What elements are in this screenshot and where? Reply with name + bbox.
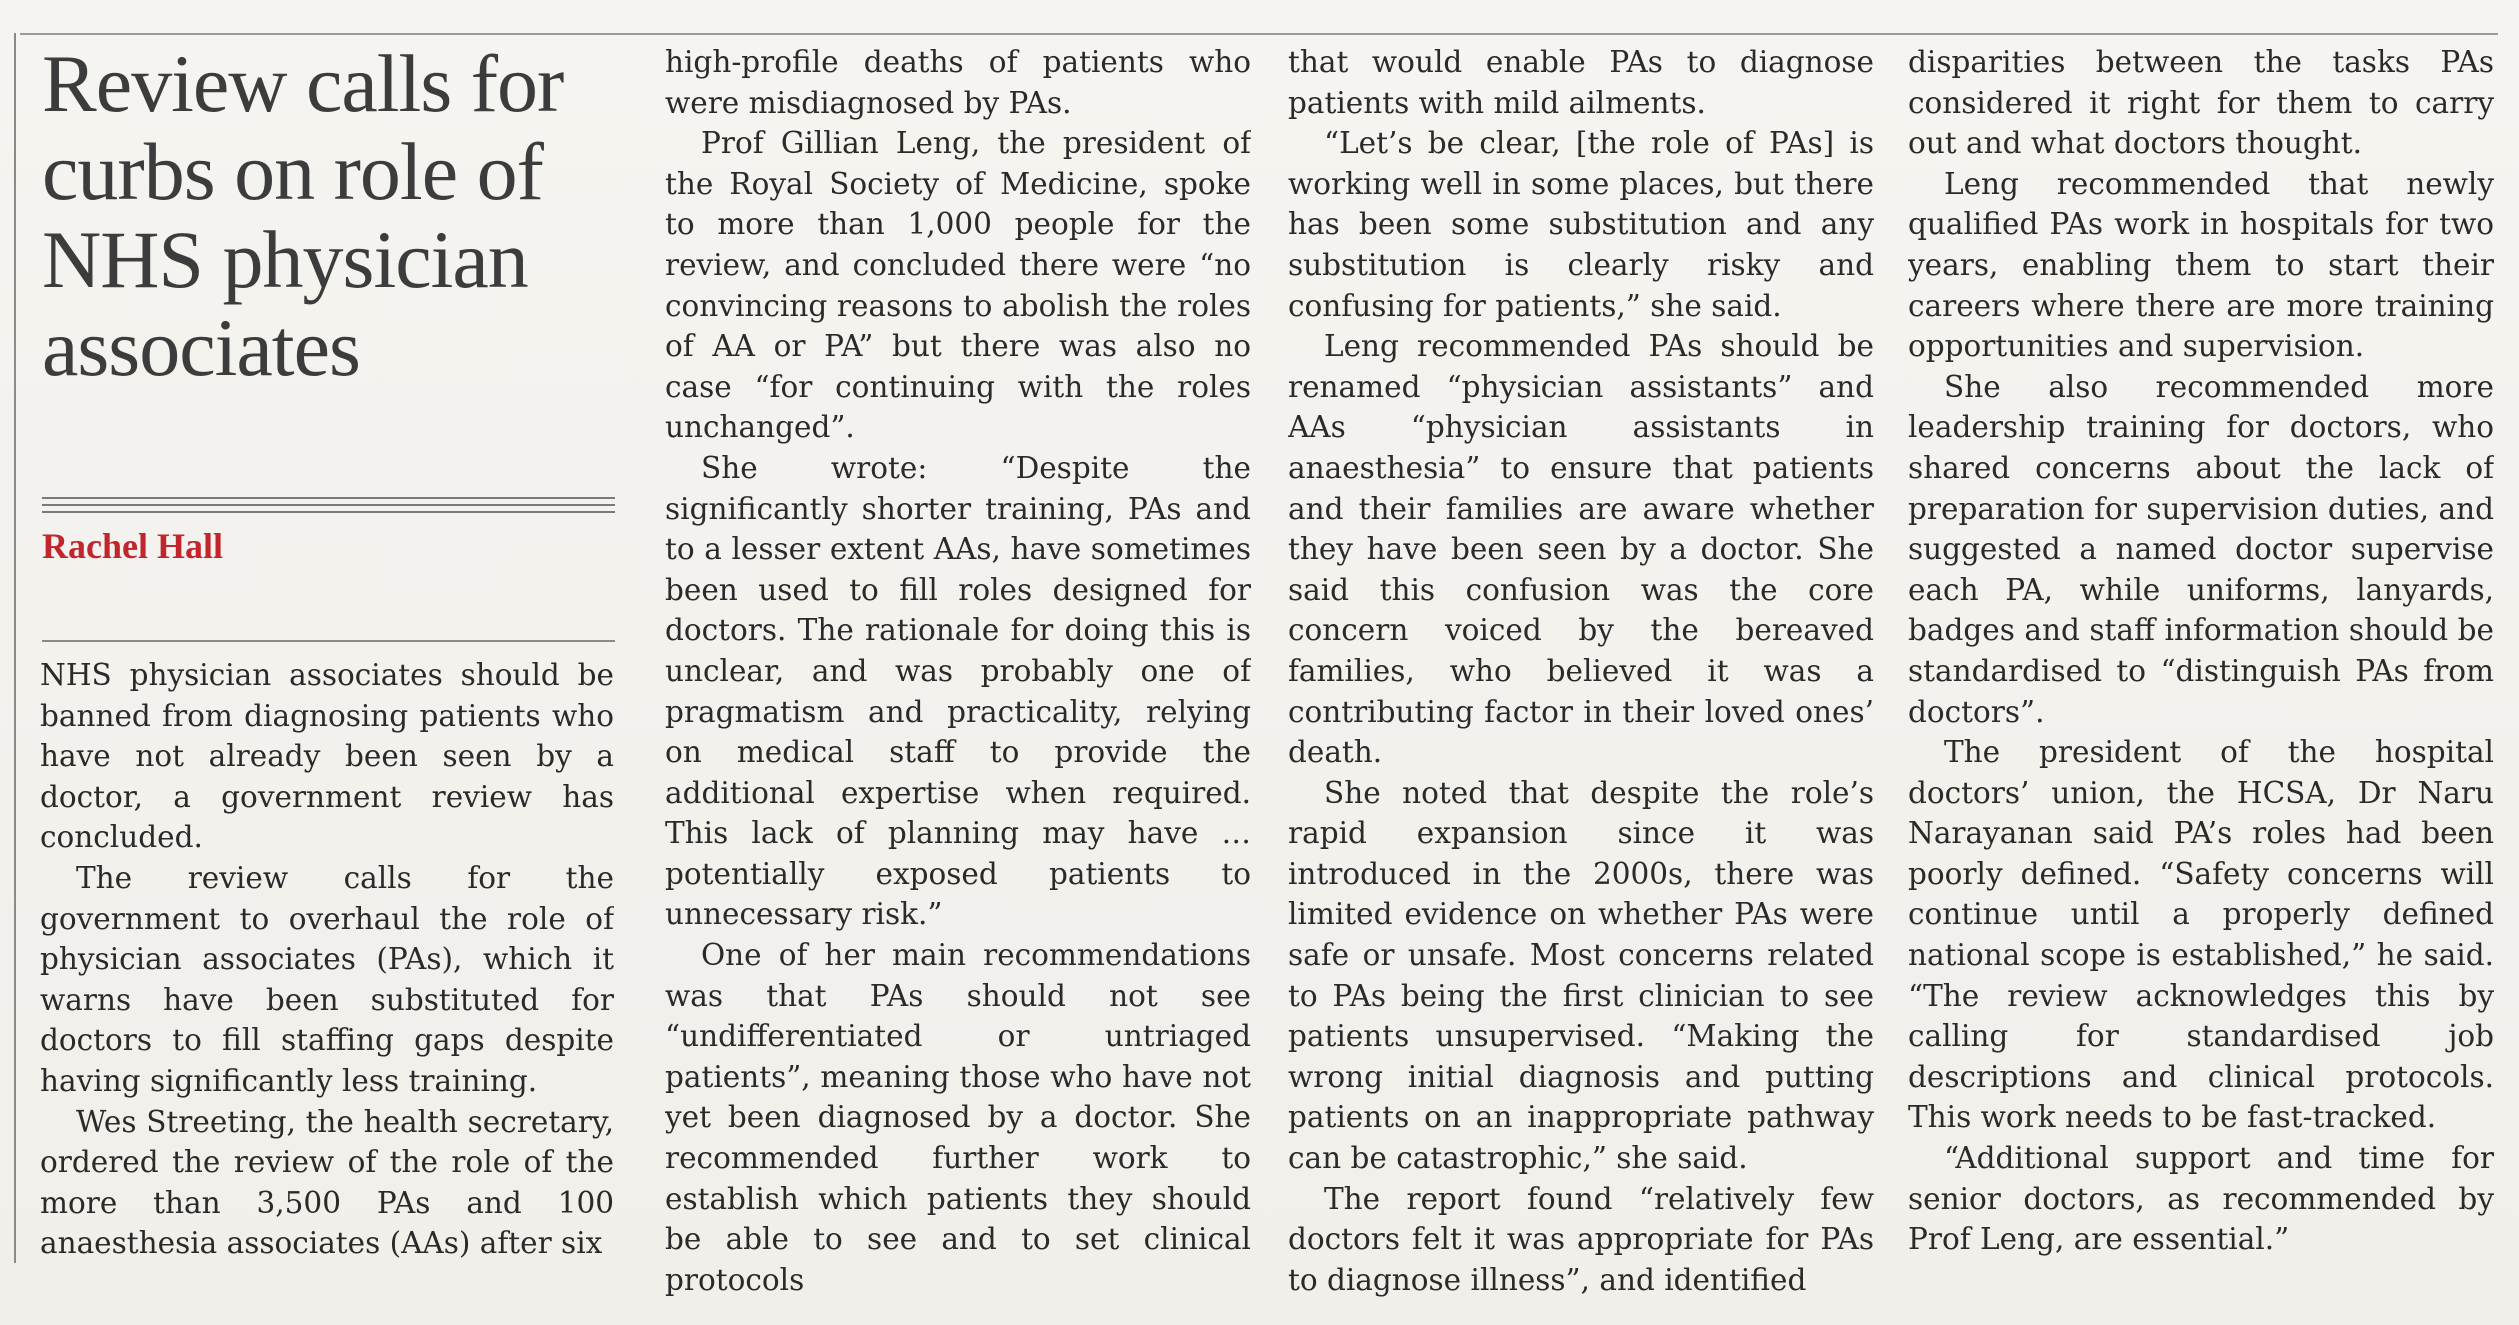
paragraph: that would enable PAs to diagnose patients with mild ailments. <box>1288 45 1874 120</box>
byline: Rachel Hall <box>42 526 223 566</box>
article-column-4 <box>1908 42 2494 1260</box>
paragraph: One of her main recommendations was that PAs should not see “undifferentiated or untriaged patients”, meaning those who have not yet been diagnosed by a doctor. She recommended further work to establish which patients they should be able to see and to set clinical protocols <box>665 938 1251 1297</box>
article-column-1 <box>40 655 614 1264</box>
paragraph: She noted that despite the role’s rapid expansion since it was introduced in the 2000s, there was limited evidence on whether PAs were safe or unsafe. Most concerns related to PAs being the first clinician to see patients unsupervised. “Making the wrong initial diagnosis and putting patients on an inappropriate pathway can be catastrophic,” she said. <box>1288 775 1874 1176</box>
paragraph: Leng recommended that newly qualified PAs work in hospitals for two years, enabling them to start their careers where there are more training opportunities and supervision. <box>1908 166 2494 364</box>
paragraph: Leng recommended PAs should be renamed “physician assistants” and AAs “physician assistants in anaesthesia” to ensure that patients and their families are aware whether they have been seen by a doctor. She said this confusion was the core concern voiced by the bereaved families, who believed it was a contributing factor in their loved ones’ death. <box>1288 329 1874 770</box>
paragraph: Wes Streeting, the health secretary, ordered the review of the role of the more than 3,500 PAs and 100 anaesthesia associates (AAs) after six <box>40 1104 614 1261</box>
paragraph: NHS physician associates should be banned from diagnosing patients who have not already been seen by a doctor, a government review has concluded. <box>40 658 614 855</box>
paragraph: Prof Gillian Leng, the president of the Royal Society of Medicine, spoke to more than 1,000 people for the review, and concluded there were “no convincing reasons to abolish the roles of AA or PA” but there was also no case “for continuing with the roles unchanged”. <box>665 126 1251 445</box>
paragraph: The president of the hospital doctors’ union, the HCSA, Dr Naru Narayanan said PA’s roles had been poorly defined. “Safety concerns will continue until a properly defined national scope is established,” he said. “The review acknowledges this by calling for standardised job descriptions and clinical protocols. This work needs to be fast-tracked. <box>1908 735 2494 1135</box>
paragraph: She also recommended more leadership training for doctors, who shared concerns about the lack of preparation for supervision duties, and suggested a named doctor supervise each PA, while uniforms, lanyards, badges and staff information should be standardised to “distinguish PAs from doctors”. <box>1908 369 2494 729</box>
article-column-2 <box>665 42 1251 1300</box>
paragraph: “Additional support and time for senior doctors, as recommended by Prof Leng, are essential.” <box>1908 1141 2494 1257</box>
byline-rules <box>42 497 615 518</box>
paragraph: disparities between the tasks PAs considered it right for them to carry out and what doctors thought. <box>1908 45 2494 161</box>
paragraph: high-profile deaths of patients who were misdiagnosed by PAs. <box>665 45 1251 120</box>
paragraph: The report found “relatively few doctors felt it was appropriate for PAs to diagnose illness”, and identified <box>1288 1181 1874 1297</box>
article-column-3 <box>1288 42 1874 1300</box>
top-rule <box>20 33 2498 35</box>
paragraph: The review calls for the government to overhaul the role of physician associates (PAs), which it warns have been substituted for doctors to fill staffing gaps despite having significantly less training. <box>40 860 614 1098</box>
paragraph: She wrote: “Despite the significantly shorter training, PAs and to a lesser extent AAs, have sometimes been used to fill roles designed for doctors. The rationale for doing this is unclear, and was probably one of pragmatism and practicality, relying on medical staff to provide the additional expertise when required. This lack of planning may have … potentially exposed patients to unnecessary risk.” <box>665 450 1251 932</box>
byline-divider <box>42 640 615 642</box>
paragraph: “Let’s be clear, [the role of PAs] is working well in some places, but there has been some substitution and any substitution is clearly risky and confusing for patients,” she said. <box>1288 126 1874 323</box>
left-margin-rule <box>14 33 16 1263</box>
headline: Review calls for curbs on role of NHS physician associates <box>42 38 564 393</box>
